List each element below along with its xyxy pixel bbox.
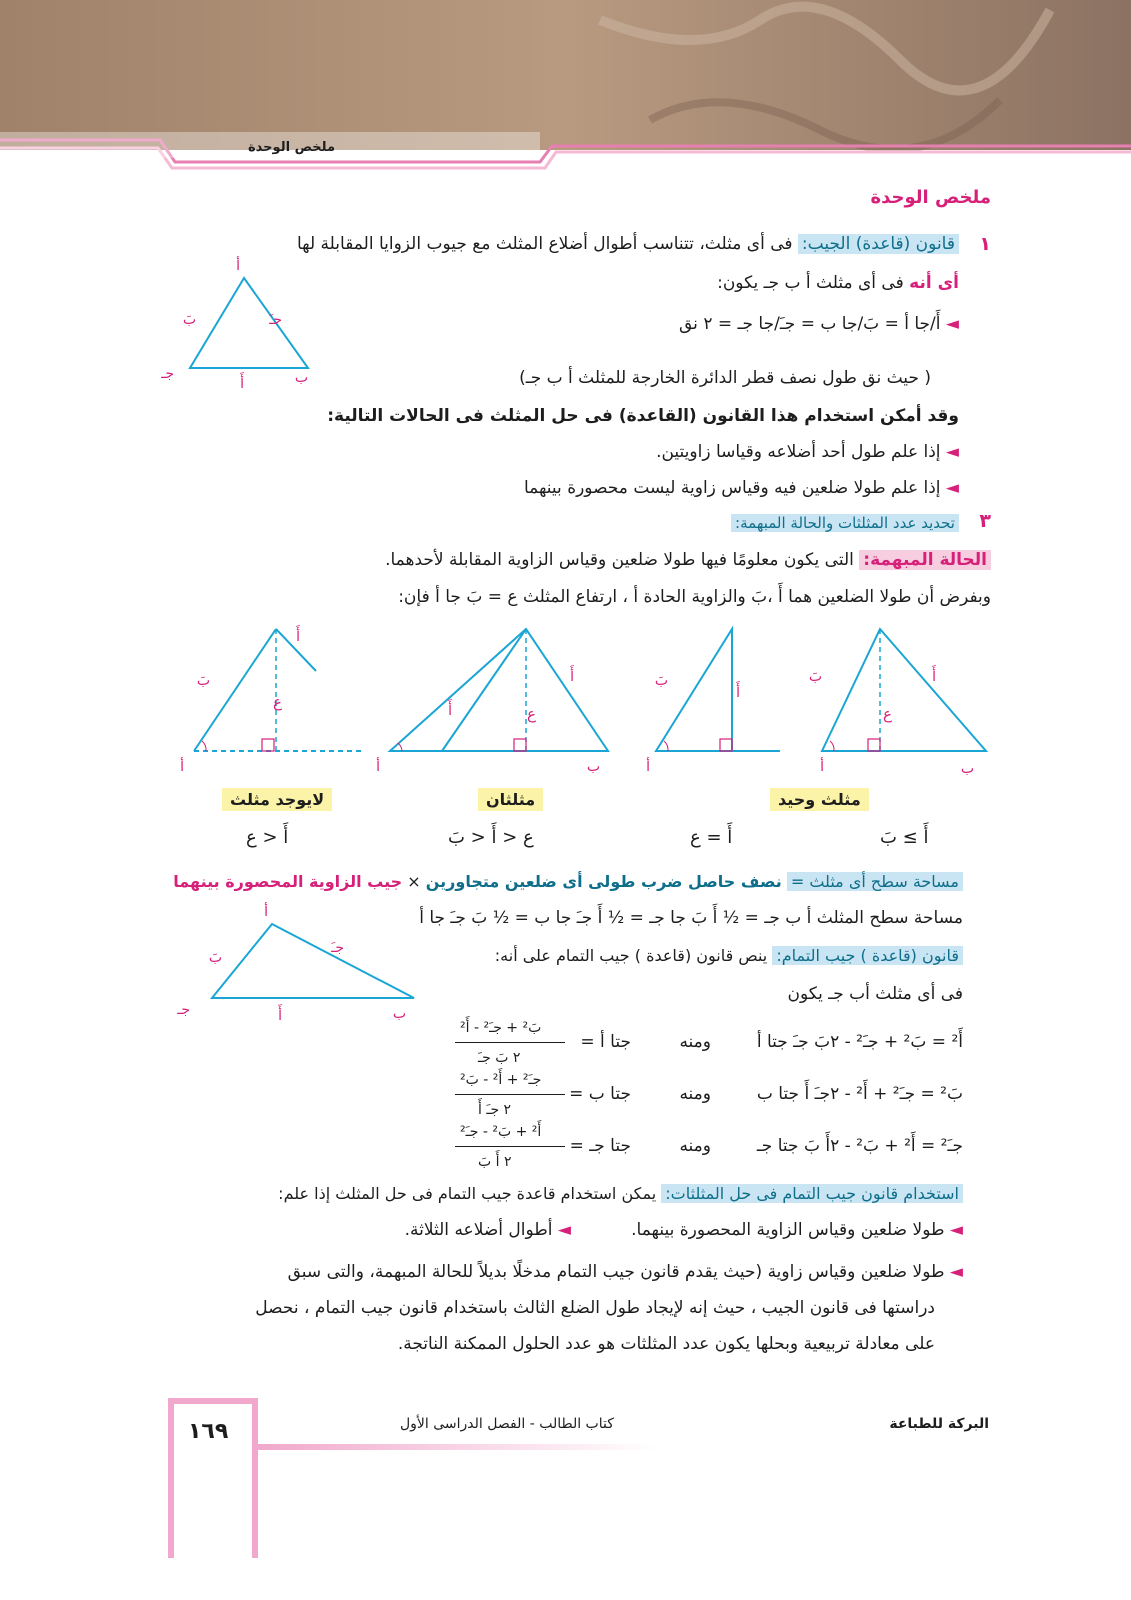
caption-two bbox=[478, 788, 543, 812]
use-1-text: إذا علم طول أحد أضلاعه وقياسا زاويتين. bbox=[656, 442, 941, 462]
caption-unique-text: مثلث وحيد bbox=[770, 788, 869, 811]
svg-text:ب: ب bbox=[392, 1006, 406, 1022]
svg-text:أَ: أَ bbox=[932, 669, 936, 685]
cosine-num-1: بَ² + جـَ² - أَ² bbox=[460, 1020, 542, 1036]
svg-text:جـَ: جـَ bbox=[331, 940, 344, 956]
svg-text:ب: ب bbox=[960, 761, 974, 777]
item3-label: تحديد عدد المثلثات والحالة المبهمة: bbox=[731, 514, 959, 532]
svg-text:ع: ع bbox=[273, 693, 282, 711]
svg-text:أ: أ bbox=[376, 759, 380, 775]
sine-rule-text: فى أى مثلث، تتناسب أطوال أضلاع المثلث مع جيوب الزوايا المقابلة لها bbox=[296, 234, 793, 254]
header-banner bbox=[0, 0, 1131, 170]
cosine-res-3: جتا جـ = bbox=[569, 1136, 631, 1156]
svg-text:أ: أ bbox=[646, 759, 650, 775]
area-end: جيب الزاوية المحصورة بينهما bbox=[173, 872, 403, 891]
fraction-bar-1 bbox=[455, 1042, 565, 1043]
svg-text:بَ: بَ bbox=[196, 673, 210, 689]
svg-text:أ: أ bbox=[264, 904, 268, 920]
sine-formula bbox=[679, 312, 959, 336]
cos-use-b3 bbox=[288, 1260, 963, 1284]
side-b: بَ bbox=[182, 312, 196, 328]
cos-use-label: استخدام قانون جيب التمام فى حل المثلثات: bbox=[661, 1184, 963, 1203]
circumradius-note: ( حيث نق طول نصف قطر الدائرة الخارجة للمثلث أ ب جـ) bbox=[519, 368, 931, 388]
svg-text:أَ: أَ bbox=[278, 1008, 282, 1024]
svg-text:أ: أ bbox=[180, 759, 184, 775]
right-triangle-diagram bbox=[646, 629, 780, 775]
cosine-label: قانون (قاعدة ) جيب التمام: bbox=[772, 946, 963, 965]
cos-use-text: يمكن استخدام قاعدة جيب التمام فى حل المثلث إذا علم: bbox=[278, 1184, 657, 1203]
cosine-line2: فى أى مثلث أب جـ يكون bbox=[787, 984, 963, 1004]
arrow-bullet-icon: ◄ bbox=[945, 442, 959, 462]
cosine-den-3: ٢ أَ بَ bbox=[478, 1154, 512, 1170]
cosine-lhs-1: أَ² = بَ² + جـَ² - ٢بَ جـَ جتا أ bbox=[756, 1032, 963, 1052]
arrow-bullet-icon: ◄ bbox=[945, 478, 959, 498]
area-times: × bbox=[407, 872, 421, 891]
cos-use-b3-line2: دراستها فى قانون الجيب ، حيث إنه لإيجاد طول الضلع الثالث باستخدام قانون جيب التمام ، نحصل bbox=[255, 1298, 935, 1318]
area-middle: نصف حاصل ضرب طولى أى ضلعين متجاورين bbox=[425, 872, 782, 891]
cos-use-b1 bbox=[631, 1218, 963, 1242]
no-triangle-diagram bbox=[180, 625, 364, 775]
cos-use-b2-text: أطوال أضلاعه الثلاثة. bbox=[404, 1220, 553, 1240]
cos-use-b3-l1: طولا ضلعين وقياس زاوية (حيث يقدم قانون جيب التمام مدخلًا بديلاً للحالة المبهمة، والتى سبق bbox=[287, 1262, 945, 1282]
cosine-lhs-3: جـَ² = أَ² + بَ² - ٢أَ بَ جتا جـ bbox=[756, 1136, 963, 1156]
cos-use-b2 bbox=[405, 1218, 571, 1242]
use-2-text: إذا علم طولا ضلعين فيه وقياس زاوية ليست محصورة بينهما bbox=[523, 478, 941, 498]
caption-two-text: مثلثان bbox=[478, 788, 543, 811]
svg-text:أَ: أَ bbox=[448, 703, 452, 719]
sine-formula-text: أَ/جا أ = بَ/جا ب = جـَ/جا جـ = ٢ نق bbox=[678, 314, 941, 334]
cos-use-b1-text: طولا ضلعين وقياس الزاوية المحصورة بينهما. bbox=[631, 1220, 945, 1240]
svg-text:أَ: أَ bbox=[736, 685, 740, 701]
item1-line bbox=[297, 232, 959, 256]
svg-text:ع: ع bbox=[883, 705, 892, 723]
cosine-line bbox=[495, 944, 963, 968]
item1-line2 bbox=[717, 271, 959, 295]
caption-none-text: لايوجد مثلث bbox=[222, 788, 332, 811]
case-diagrams bbox=[180, 615, 1000, 775]
fraction-bar-3 bbox=[455, 1146, 565, 1147]
triangle-diagram-1 bbox=[161, 250, 340, 400]
arrow-bullet-icon: ◄ bbox=[949, 1220, 963, 1240]
condition-right: أَ = ع bbox=[690, 827, 733, 848]
section-title: ملخص الوحدة bbox=[870, 187, 991, 208]
ambiguous-line bbox=[385, 548, 991, 572]
svg-text:أ: أ bbox=[820, 759, 824, 775]
page-number: ١٦٩ bbox=[188, 1419, 229, 1444]
cosine-den-1: ٢ بَ جـَ bbox=[478, 1050, 521, 1066]
ambiguous-label: الحالة المبهمة: bbox=[859, 550, 991, 570]
condition-two: ع < أَ < بَ bbox=[448, 827, 534, 848]
cosine-and-2: ومنه bbox=[679, 1084, 711, 1104]
item3-line bbox=[731, 511, 959, 535]
item1-line2-pink: أى أنه bbox=[909, 273, 959, 293]
unique-triangle-diagram bbox=[809, 629, 986, 777]
svg-text:ب: ب bbox=[586, 759, 600, 775]
arrow-bullet-icon: ◄ bbox=[557, 1220, 571, 1240]
cosine-and-3: ومنه bbox=[679, 1136, 711, 1156]
arrow-bullet-icon: ◄ bbox=[945, 314, 959, 334]
svg-text:بَ: بَ bbox=[208, 950, 222, 966]
condition-none: أَ < ع bbox=[246, 827, 289, 848]
item3-number: ٣ bbox=[979, 510, 991, 532]
footer-line bbox=[258, 1444, 658, 1450]
vertex-a: أ bbox=[236, 258, 240, 274]
condition-unique: أَ ≥ بَ bbox=[880, 827, 929, 848]
caption-unique bbox=[770, 788, 869, 812]
svg-text:أَ: أَ bbox=[296, 629, 300, 645]
cosine-res-1: جتا أ = bbox=[580, 1032, 631, 1052]
cosine-num-2: جـَ² + أَ² - بَ² bbox=[460, 1072, 542, 1088]
cosine-lhs-2: بَ² = جـَ² + أَ² - ٢جـَ أَ جتا ب bbox=[756, 1084, 963, 1104]
caption-none bbox=[222, 788, 332, 812]
svg-text:بَ: بَ bbox=[654, 673, 668, 689]
cosine-res-2: جتا ب = bbox=[569, 1084, 631, 1104]
publisher: البركة للطباعة bbox=[889, 1416, 989, 1432]
vertex-c: جـ bbox=[161, 366, 174, 382]
area-line bbox=[173, 870, 963, 894]
svg-text:ع: ع bbox=[527, 705, 536, 723]
cosine-and-1: ومنه bbox=[679, 1032, 711, 1052]
cos-use-line bbox=[278, 1182, 963, 1206]
book-title: كتاب الطالب - الفصل الدراسى الأول bbox=[400, 1416, 614, 1432]
svg-text:أَ: أَ bbox=[570, 669, 574, 685]
assume-line: وبفرض أن طولا الضلعين هما أَ ،بَ والزاوية الحادة أ ، ارتفاع المثلث ع = بَ جا أ فإن: bbox=[398, 587, 991, 607]
item1-number: ١ bbox=[979, 233, 991, 255]
ambiguous-text: التى يكون معلومًا فيها طولا ضلعين وقياس الزاوية المقابلة لأحدهما. bbox=[385, 550, 854, 570]
arrow-bullet-icon: ◄ bbox=[949, 1262, 963, 1282]
cosine-den-2: ٢ جـَ أَ bbox=[478, 1102, 512, 1118]
triangle-diagram-2 bbox=[177, 900, 434, 1030]
svg-text:جـ: جـ bbox=[177, 1002, 190, 1018]
use-1 bbox=[656, 440, 959, 464]
side-a: أَ bbox=[240, 376, 244, 392]
area-formula: مساحة سطح المثلث أ ب جـ = ½ أَ بَ جا جـ = ½ أَ جـَ جا ب = ½ بَ جـَ جا أ bbox=[419, 908, 963, 928]
cos-use-b3-line3: على معادلة تربيعية وبحلها يكون عدد المثلثات هو عدد الحلول الممكنة الناتجة. bbox=[397, 1334, 935, 1354]
vertex-b: ب bbox=[294, 370, 308, 386]
cosine-text: ينص قانون (قاعدة ) جيب التمام على أنه: bbox=[494, 946, 768, 965]
use-2 bbox=[524, 476, 959, 500]
area-label: مساحة سطح أى مثلث = bbox=[787, 872, 963, 891]
uses-title: وقد أمكن استخدام هذا القانون (القاعدة) فى حل المثلث فى الحالات التالية: bbox=[327, 406, 959, 426]
fraction-bar-2 bbox=[455, 1094, 565, 1095]
two-triangles-diagram bbox=[376, 629, 608, 775]
header-title: ملخص الوحدة bbox=[248, 140, 336, 155]
sine-rule-label: قانون (قاعدة) الجيب: bbox=[798, 234, 959, 254]
item1-line2-text: فى أى مثلث أ ب جـ يكون: bbox=[717, 273, 904, 293]
svg-text:بَ: بَ bbox=[808, 669, 822, 685]
cosine-num-3: أَ² + بَ² - جـَ² bbox=[460, 1124, 542, 1140]
side-c: جـَ bbox=[269, 312, 282, 328]
